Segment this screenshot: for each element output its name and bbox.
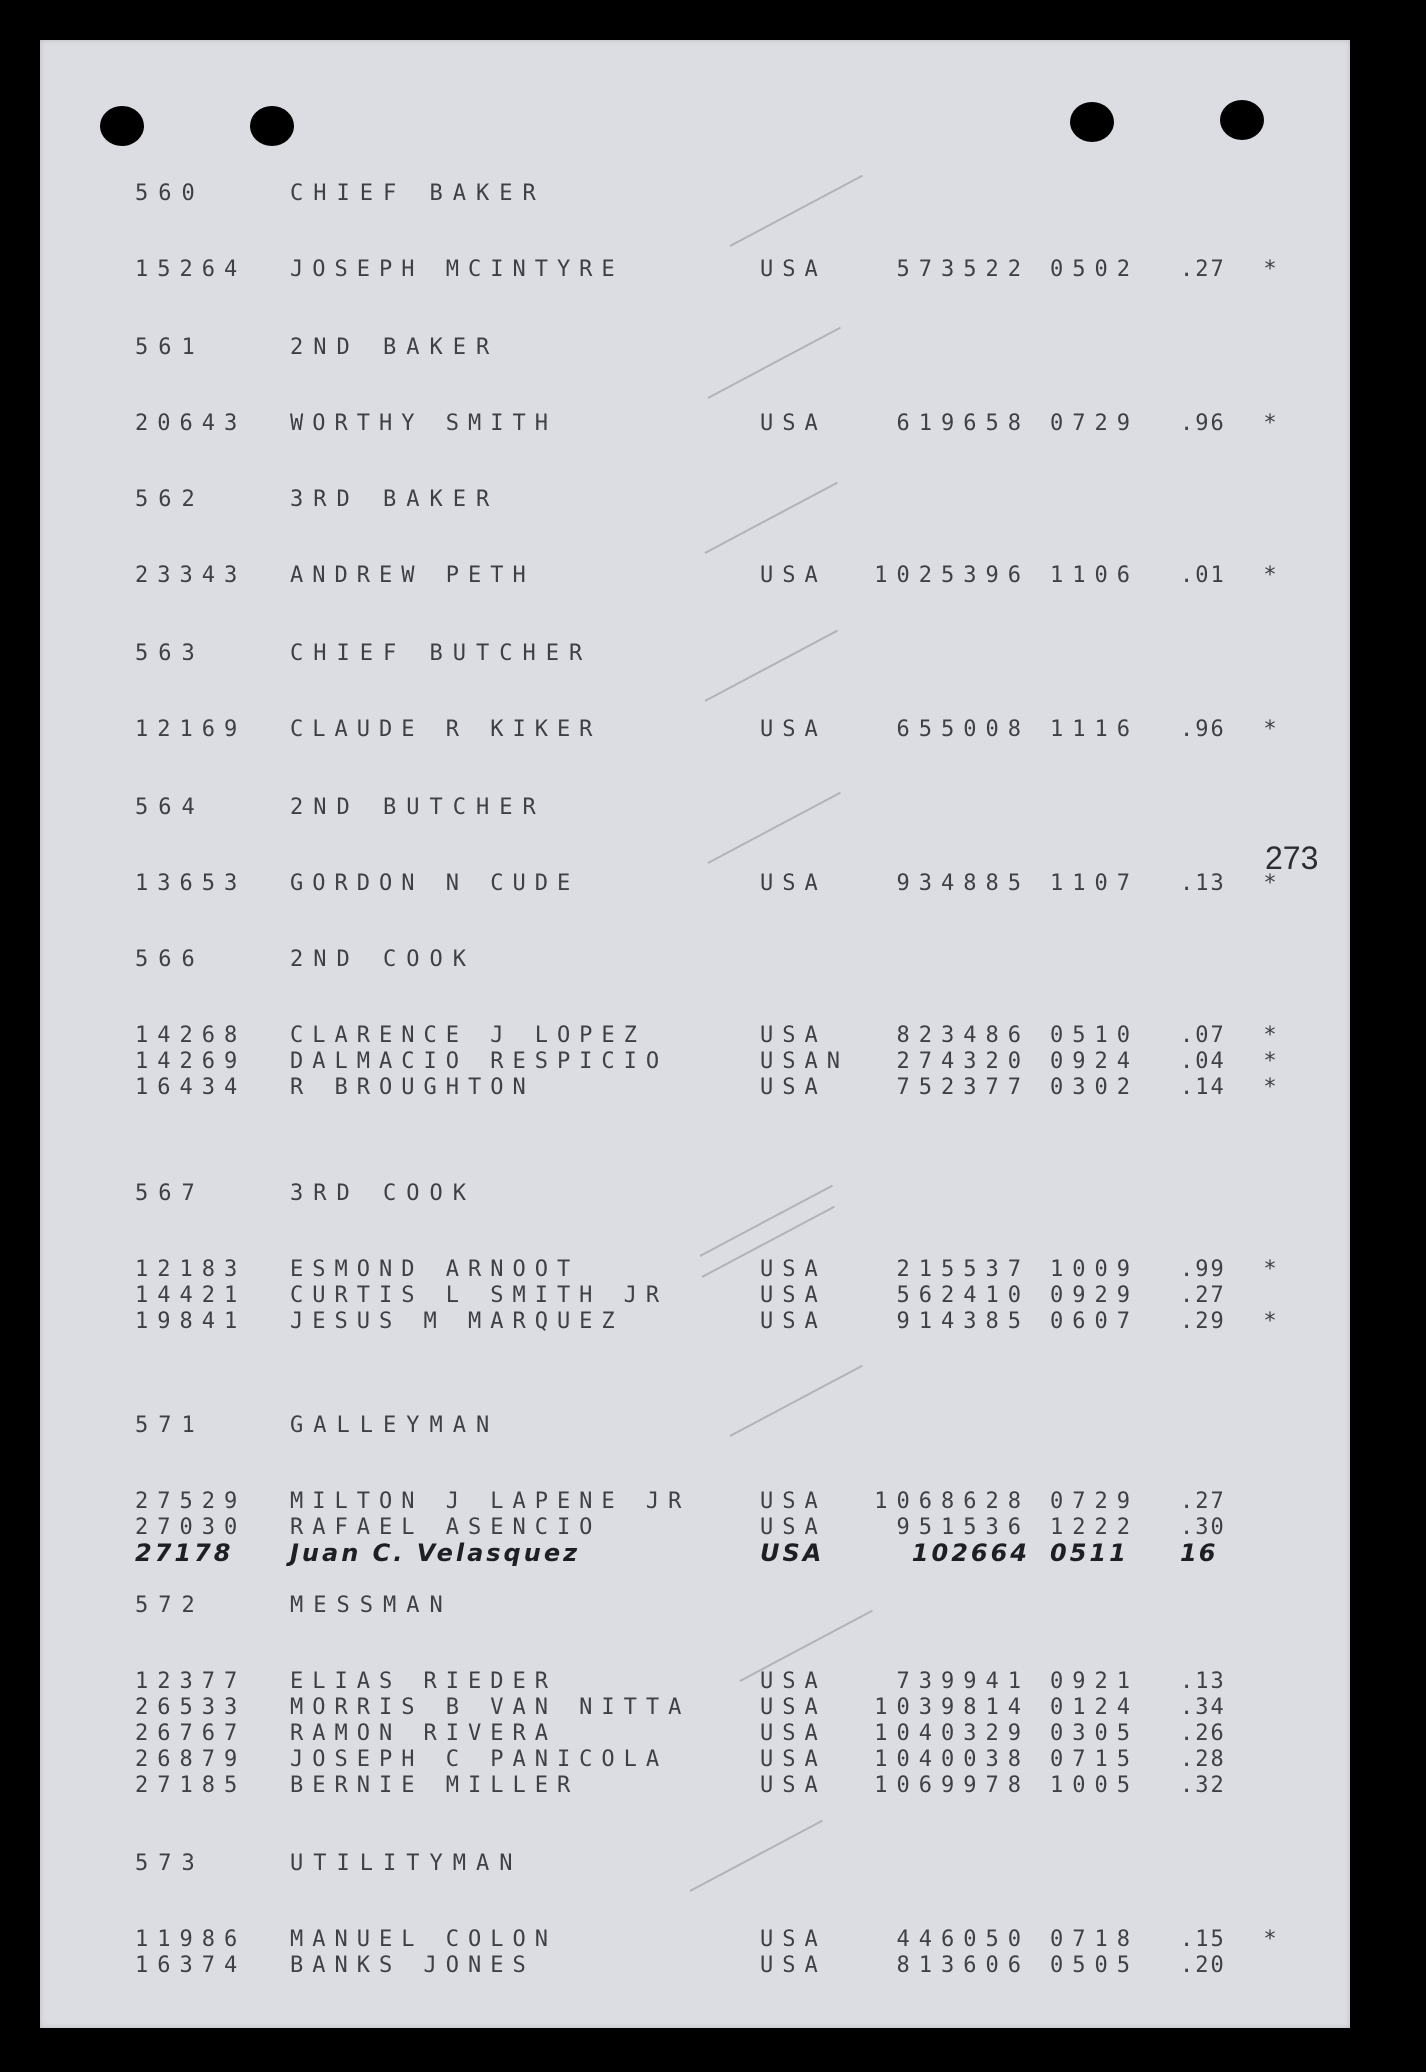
crew-id: 23343	[135, 562, 247, 588]
citizenship: USA	[760, 562, 827, 588]
crew-row	[135, 1720, 1335, 1746]
asterisk-mark: *	[1263, 1308, 1277, 1334]
citizenship: USA	[760, 1746, 827, 1772]
citizenship: USA	[760, 1694, 827, 1720]
crew-row	[135, 1772, 1335, 1798]
citizenship: USA	[760, 256, 827, 282]
crew-list	[40, 40, 1350, 2028]
crew-id: 11986	[135, 1926, 247, 1952]
crew-name: BERNIE MILLER	[290, 1772, 580, 1798]
crew-row	[135, 1282, 1335, 1308]
crew-id: 27185	[135, 1772, 247, 1798]
crew-row	[135, 716, 1335, 742]
section-code: 573	[135, 1850, 205, 1876]
crew-name: CURTIS L SMITH JR	[290, 1282, 669, 1308]
date-code: 1107	[1050, 870, 1139, 896]
citizenship: USA	[760, 410, 827, 436]
rate-value: .27	[1180, 256, 1226, 282]
date-code: 0124	[1050, 1694, 1139, 1720]
citizenship: USA	[760, 1256, 827, 1282]
crew-name: MILTON J LAPENE JR	[290, 1488, 691, 1514]
crew-name: WORTHY SMITH	[290, 410, 557, 436]
crew-rows	[135, 1256, 1335, 1334]
document-number: 934885	[896, 870, 1030, 896]
document-number: 951536	[896, 1514, 1030, 1540]
document-number: 562410	[896, 1282, 1030, 1308]
crew-id: 27178	[135, 1539, 234, 1567]
section-code: 563	[135, 640, 205, 666]
rate-value: .04	[1180, 1048, 1226, 1074]
crew-rows	[135, 1022, 1335, 1100]
crew-row	[135, 1048, 1335, 1074]
citizenship: USA	[760, 716, 827, 742]
citizenship: USA	[760, 1926, 827, 1952]
date-code: 0729	[1050, 1488, 1139, 1514]
section-title: 2ND COOK	[290, 946, 476, 972]
crew-name: BANKS JONES	[290, 1952, 535, 1978]
asterisk-mark: *	[1263, 1256, 1277, 1282]
section-566	[135, 946, 1335, 1100]
rate-value: .26	[1180, 1720, 1226, 1746]
citizenship: USA	[760, 870, 827, 896]
crew-id: 27529	[135, 1488, 247, 1514]
section-code: 564	[135, 794, 205, 820]
date-code: 0302	[1050, 1074, 1139, 1100]
asterisk-mark: *	[1263, 256, 1277, 282]
section-title: 2ND BUTCHER	[290, 794, 546, 820]
asterisk-mark: *	[1263, 1022, 1277, 1048]
crew-row	[135, 1540, 1335, 1566]
crew-id: 14269	[135, 1048, 247, 1074]
date-code: 0718	[1050, 1926, 1139, 1952]
section-header	[135, 1180, 1335, 1206]
asterisk-mark: *	[1263, 562, 1277, 588]
crew-id: 26767	[135, 1720, 247, 1746]
asterisk-mark: *	[1263, 1048, 1277, 1074]
document-number: 573522	[896, 256, 1030, 282]
rate-value: .20	[1180, 1952, 1226, 1978]
crew-id: 15264	[135, 256, 247, 282]
citizenship: USA	[760, 1488, 827, 1514]
crew-id: 12169	[135, 716, 247, 742]
crew-id: 14268	[135, 1022, 247, 1048]
section-title: MESSMAN	[290, 1592, 453, 1618]
rate-value: .29	[1180, 1308, 1226, 1334]
document-number: 739941	[896, 1668, 1030, 1694]
document-number: 914385	[896, 1308, 1030, 1334]
section-code: 561	[135, 334, 205, 360]
section-564	[135, 794, 1335, 896]
date-code: 0729	[1050, 410, 1139, 436]
crew-row	[135, 1074, 1335, 1100]
crew-name: ANDREW PETH	[290, 562, 535, 588]
document-number: 1040038	[874, 1746, 1030, 1772]
crew-id: 12183	[135, 1256, 247, 1282]
rate-value: .07	[1180, 1022, 1226, 1048]
document-number: 655008	[896, 716, 1030, 742]
crew-id: 19841	[135, 1308, 247, 1334]
section-code: 567	[135, 1180, 205, 1206]
citizenship: USA	[760, 1022, 827, 1048]
crew-row	[135, 1668, 1335, 1694]
section-title: UTILITYMAN	[290, 1850, 523, 1876]
crew-name: GORDON N CUDE	[290, 870, 580, 896]
date-code: 0607	[1050, 1308, 1139, 1334]
rate-value: 16	[1180, 1539, 1218, 1567]
crew-name: MANUEL COLON	[290, 1926, 557, 1952]
crew-rows	[135, 716, 1335, 742]
page-number: 273	[1265, 840, 1319, 876]
document-number: 1040329	[874, 1720, 1030, 1746]
section-header	[135, 334, 1335, 360]
crew-name: R BROUGHTON	[290, 1074, 535, 1100]
citizenship: USA	[760, 1514, 827, 1540]
crew-id: 12377	[135, 1668, 247, 1694]
crew-name: JESUS M MARQUEZ	[290, 1308, 624, 1334]
crew-name: ESMOND ARNOOT	[290, 1256, 580, 1282]
crew-id: 13653	[135, 870, 247, 896]
date-code: 1222	[1050, 1514, 1139, 1540]
crew-row	[135, 410, 1335, 436]
date-code: 1106	[1050, 562, 1139, 588]
document-number: 1069978	[874, 1772, 1030, 1798]
document-number: 619658	[896, 410, 1030, 436]
section-code: 571	[135, 1412, 205, 1438]
citizenship: USA	[760, 1308, 827, 1334]
citizenship: USA	[760, 1668, 827, 1694]
citizenship: USAN	[760, 1048, 849, 1074]
crew-row	[135, 1308, 1335, 1334]
asterisk-mark: *	[1263, 870, 1277, 896]
section-573	[135, 1850, 1335, 1978]
rate-value: .15	[1180, 1926, 1226, 1952]
date-code: 0929	[1050, 1282, 1139, 1308]
date-code: 0502	[1050, 256, 1139, 282]
rate-value: .13	[1180, 870, 1226, 896]
section-563	[135, 640, 1335, 742]
citizenship: USA	[760, 1539, 825, 1567]
crew-row	[135, 1514, 1335, 1540]
section-title: 2ND BAKER	[290, 334, 500, 360]
crew-name: MORRIS B VAN NITTA	[290, 1694, 691, 1720]
crew-rows	[135, 1668, 1335, 1798]
crew-row	[135, 1926, 1335, 1952]
crew-name: CLAUDE R KIKER	[290, 716, 602, 742]
section-code: 560	[135, 180, 205, 206]
section-title: GALLEYMAN	[290, 1412, 500, 1438]
crew-name: RAFAEL ASENCIO	[290, 1514, 602, 1540]
crew-id: 16434	[135, 1074, 247, 1100]
section-571	[135, 1412, 1335, 1566]
section-code: 562	[135, 486, 205, 512]
crew-row	[135, 1746, 1335, 1772]
section-title: CHIEF BAKER	[290, 180, 546, 206]
rate-value: .27	[1180, 1282, 1226, 1308]
date-code: 0305	[1050, 1720, 1139, 1746]
crew-row	[135, 1022, 1335, 1048]
document-number: 1025396	[874, 562, 1030, 588]
document-number: 1039814	[874, 1694, 1030, 1720]
section-header	[135, 1850, 1335, 1876]
rate-value: .32	[1180, 1772, 1226, 1798]
asterisk-mark: *	[1263, 1926, 1277, 1952]
date-code: 0510	[1050, 1022, 1139, 1048]
rate-value: .27	[1180, 1488, 1226, 1514]
section-header	[135, 794, 1335, 820]
crew-row	[135, 1952, 1335, 1978]
crew-id: 27030	[135, 1514, 247, 1540]
date-code: 0511	[1050, 1539, 1129, 1567]
crew-id: 16374	[135, 1952, 247, 1978]
section-title: 3RD COOK	[290, 1180, 476, 1206]
asterisk-mark: *	[1263, 716, 1277, 742]
document-number: 823486	[896, 1022, 1030, 1048]
document-number: 215537	[896, 1256, 1030, 1282]
crew-rows	[135, 1926, 1335, 1978]
section-header	[135, 1592, 1335, 1618]
asterisk-mark: *	[1263, 1074, 1277, 1100]
section-code: 572	[135, 1592, 205, 1618]
rate-value: .96	[1180, 410, 1226, 436]
crew-name: CLARENCE J LOPEZ	[290, 1022, 646, 1048]
document-number: 752377	[896, 1074, 1030, 1100]
section-572	[135, 1592, 1335, 1798]
date-code: 0715	[1050, 1746, 1139, 1772]
date-code: 1009	[1050, 1256, 1139, 1282]
crew-id: 26879	[135, 1746, 247, 1772]
section-header	[135, 180, 1335, 206]
section-561	[135, 334, 1335, 436]
rate-value: .13	[1180, 1668, 1226, 1694]
citizenship: USA	[760, 1074, 827, 1100]
crew-id: 20643	[135, 410, 247, 436]
document-number: 274320	[896, 1048, 1030, 1074]
crew-row	[135, 1694, 1335, 1720]
crew-row	[135, 870, 1335, 896]
asterisk-mark: *	[1263, 410, 1277, 436]
crew-name: DALMACIO RESPICIO	[290, 1048, 669, 1074]
crew-name: JOSEPH C PANICOLA	[290, 1746, 669, 1772]
citizenship: USA	[760, 1720, 827, 1746]
crew-name: ELIAS RIEDER	[290, 1668, 557, 1694]
crew-rows	[135, 410, 1335, 436]
rate-value: .14	[1180, 1074, 1226, 1100]
citizenship: USA	[760, 1282, 827, 1308]
rate-value: .01	[1180, 562, 1226, 588]
crew-rows	[135, 256, 1335, 282]
citizenship: USA	[760, 1952, 827, 1978]
document-number: 446050	[896, 1926, 1030, 1952]
document-number: 102664	[911, 1539, 1030, 1567]
crew-name: Juan C. Velasquez	[290, 1539, 581, 1567]
document-number: 813606	[896, 1952, 1030, 1978]
document-number: 1068628	[874, 1488, 1030, 1514]
rate-value: .28	[1180, 1746, 1226, 1772]
crew-name: JOSEPH MCINTYRE	[290, 256, 624, 282]
section-header	[135, 946, 1335, 972]
date-code: 1005	[1050, 1772, 1139, 1798]
section-code: 566	[135, 946, 205, 972]
date-code: 0924	[1050, 1048, 1139, 1074]
section-title: CHIEF BUTCHER	[290, 640, 593, 666]
crew-row	[135, 562, 1335, 588]
section-560	[135, 180, 1335, 282]
section-header	[135, 640, 1335, 666]
crew-rows	[135, 1488, 1335, 1566]
rate-value: .30	[1180, 1514, 1226, 1540]
crew-id: 14421	[135, 1282, 247, 1308]
rate-value: .99	[1180, 1256, 1226, 1282]
date-code: 0505	[1050, 1952, 1139, 1978]
date-code: 1116	[1050, 716, 1139, 742]
crew-name: RAMON RIVERA	[290, 1720, 557, 1746]
date-code: 0921	[1050, 1668, 1139, 1694]
section-title: 3RD BAKER	[290, 486, 500, 512]
crew-row	[135, 1488, 1335, 1514]
section-header	[135, 486, 1335, 512]
crew-row	[135, 256, 1335, 282]
citizenship: USA	[760, 1772, 827, 1798]
rate-value: .96	[1180, 716, 1226, 742]
crew-id: 26533	[135, 1694, 247, 1720]
document-page	[40, 40, 1350, 2028]
crew-rows	[135, 562, 1335, 588]
crew-rows	[135, 870, 1335, 896]
rate-value: .34	[1180, 1694, 1226, 1720]
